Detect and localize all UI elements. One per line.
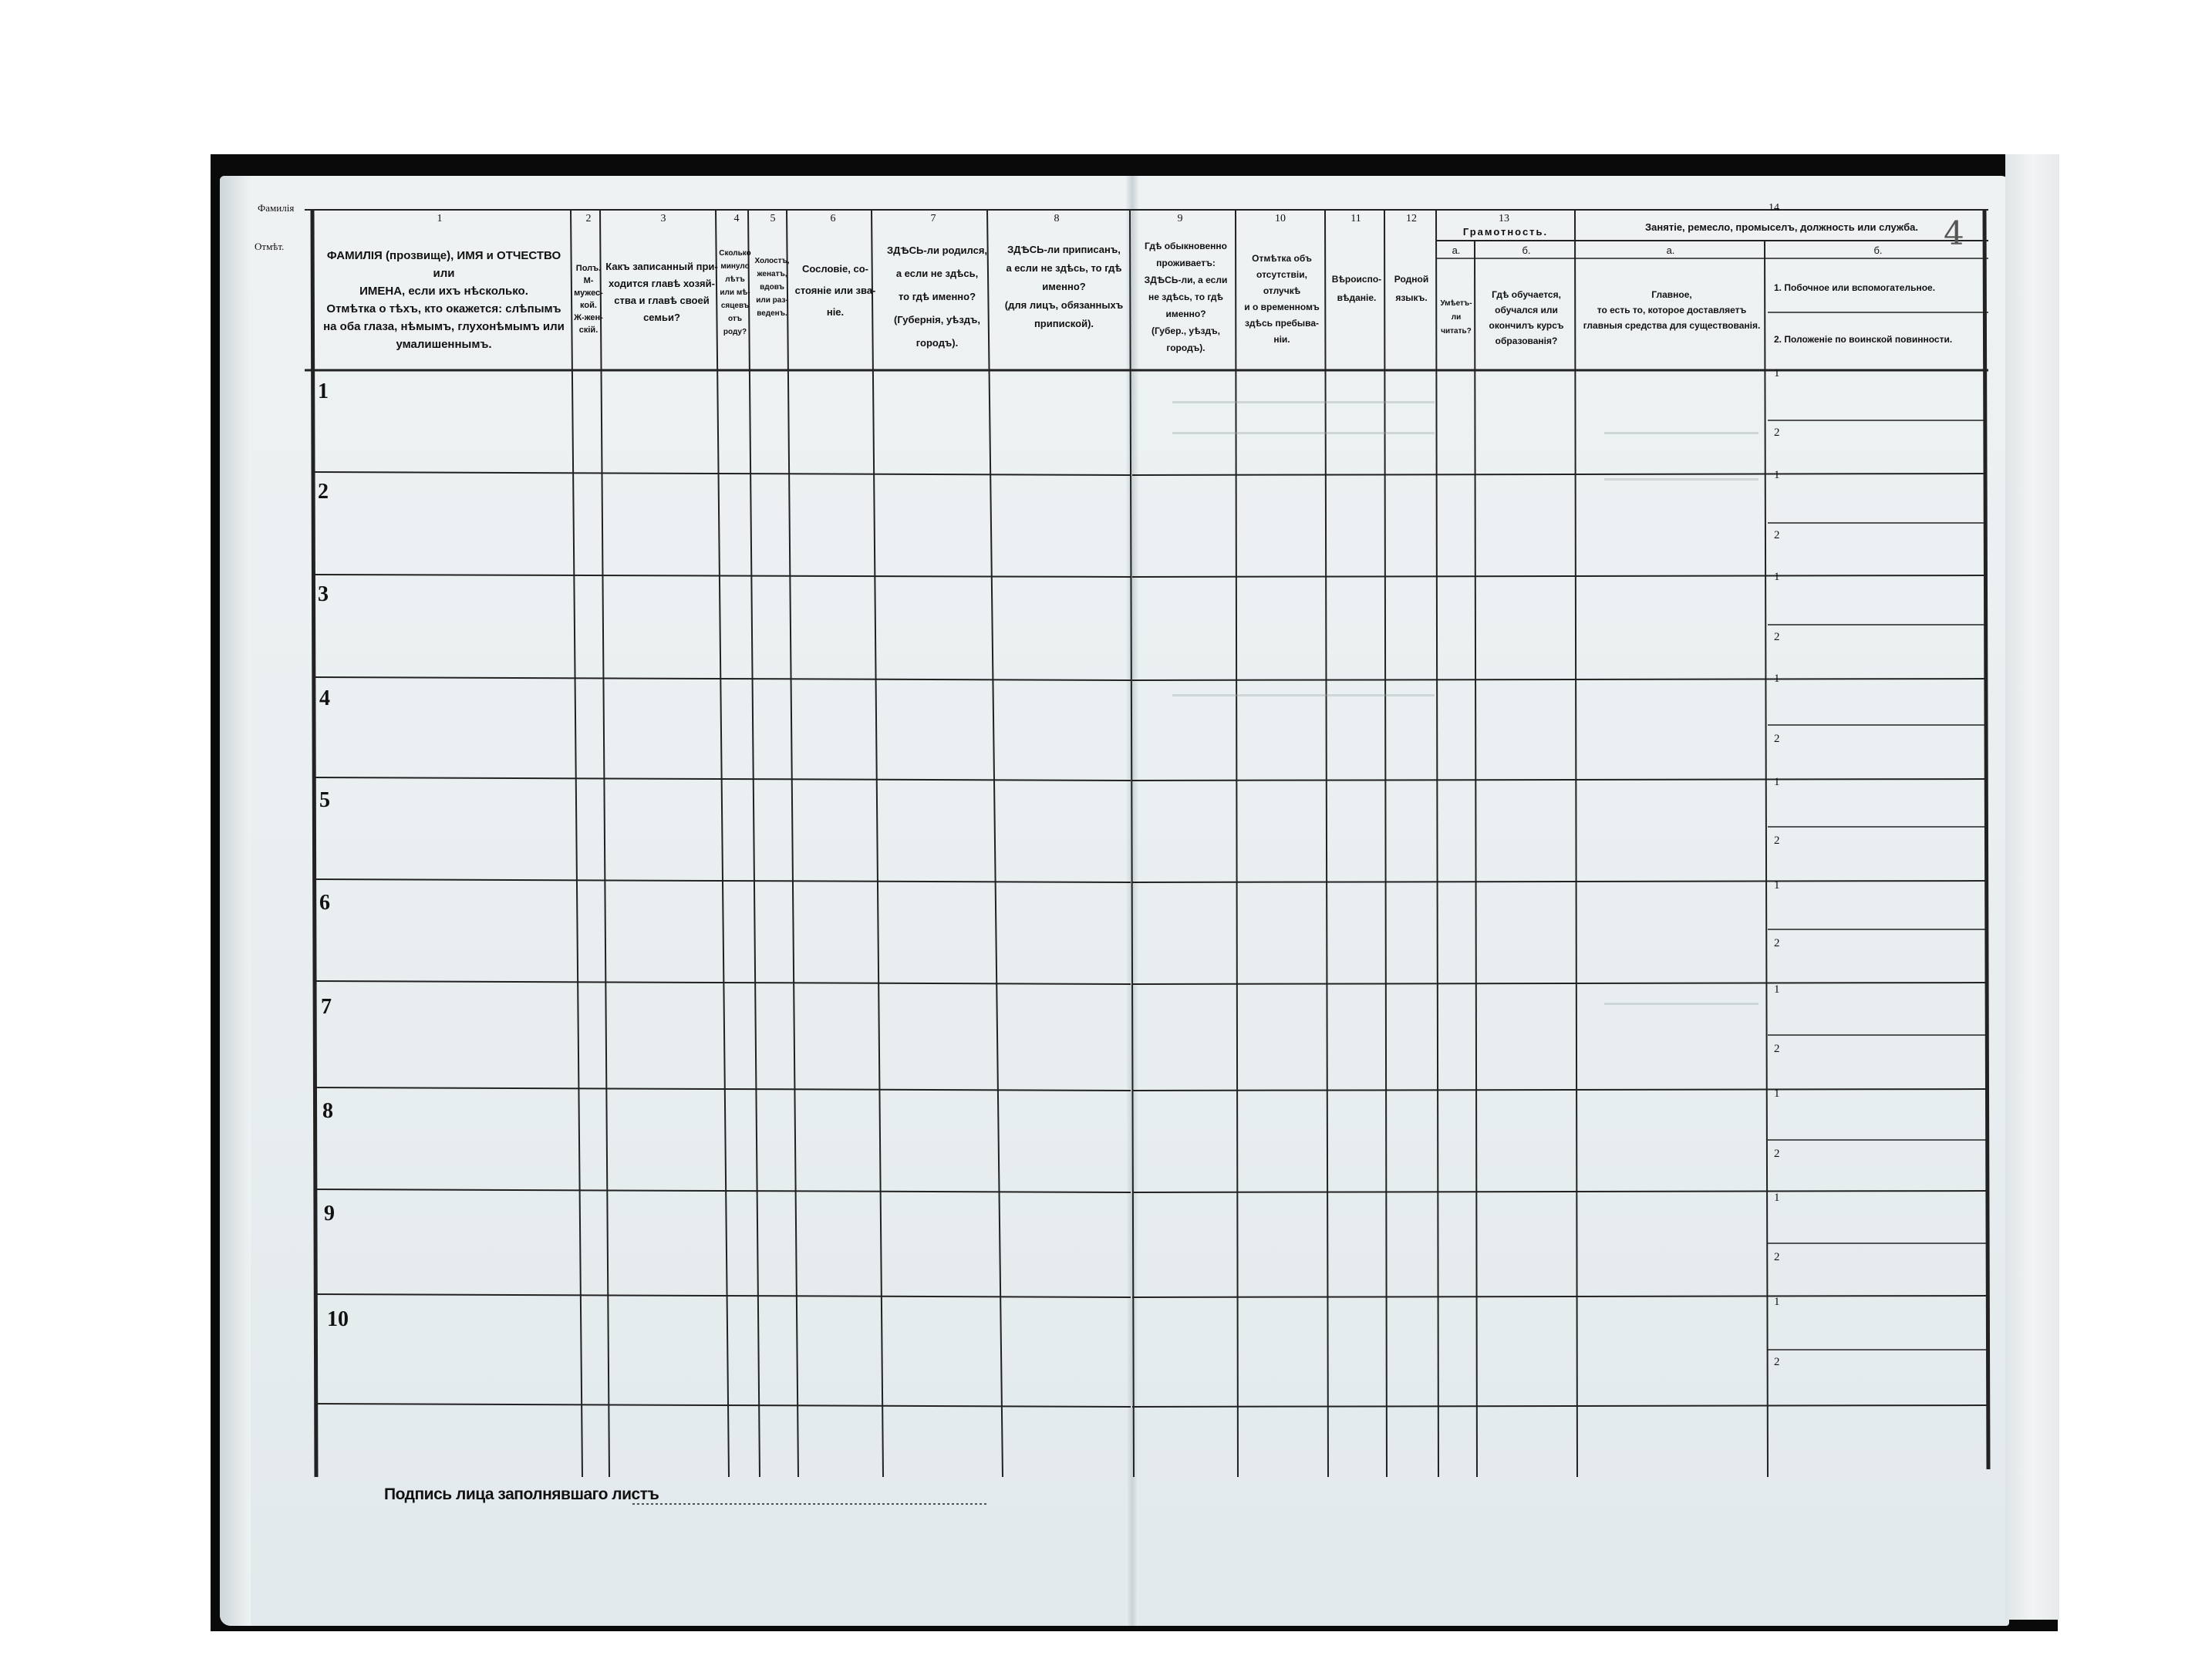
header-can-read: Умѣетъ- ли читать? bbox=[1440, 299, 1472, 336]
header-military-status: 2. Положеніе по воинской повинности. bbox=[1774, 334, 1953, 345]
subrow-4-1: 1 bbox=[1774, 673, 1780, 685]
header-occupation-b-label: б. bbox=[1873, 244, 1883, 256]
header-sex: Полъ. М-мужес- кой. Ж-жен- скій. bbox=[574, 264, 603, 335]
header-language: Родной языкъ. bbox=[1394, 274, 1429, 303]
col-number-4: 4 bbox=[733, 213, 740, 224]
subrow-7-1: 1 bbox=[1774, 983, 1780, 996]
subrow-10-2: 2 bbox=[1774, 1356, 1780, 1368]
row-number-8: 8 bbox=[322, 1099, 333, 1123]
subrow-9-1: 1 bbox=[1774, 1192, 1780, 1204]
subrow-3-1: 1 bbox=[1774, 571, 1780, 583]
subrow-3-2: 2 bbox=[1774, 631, 1780, 643]
subrow-6-2: 2 bbox=[1774, 937, 1780, 949]
subrow-9-2: 2 bbox=[1774, 1251, 1780, 1263]
row-number-5: 5 bbox=[319, 788, 330, 812]
header-literacy: Грамотность. bbox=[1462, 226, 1549, 238]
row-number-9: 9 bbox=[324, 1202, 335, 1226]
header-occupation-a-label: а. bbox=[1666, 244, 1675, 256]
col-number-14: 14 bbox=[1769, 202, 1779, 214]
header-age: Сколько минуло лѣтъ или мѣ- сяцевъ отъ роду? bbox=[719, 249, 751, 336]
header-literacy-a-label: а. bbox=[1452, 244, 1461, 256]
col-number-7: 7 bbox=[930, 213, 936, 224]
subrow-6-1: 1 bbox=[1774, 879, 1780, 892]
col-number-2: 2 bbox=[585, 213, 592, 224]
row-number-4: 4 bbox=[319, 686, 330, 710]
col-number-5: 5 bbox=[770, 213, 776, 224]
row-number-1: 1 bbox=[318, 379, 329, 403]
col-number-6: 6 bbox=[830, 213, 836, 224]
subrow-1-1: 1 bbox=[1774, 367, 1780, 379]
subrow-5-2: 2 bbox=[1774, 835, 1780, 847]
subrow-1-2: 2 bbox=[1774, 427, 1780, 439]
col-number-11: 11 bbox=[1350, 213, 1361, 224]
header-literacy-b-label: б. bbox=[1522, 244, 1531, 256]
header-education: Гдѣ обучается, обучался или окончилъ курсъ образованія? bbox=[1489, 289, 1564, 346]
header-residence: Гдѣ обыкновенно проживаетъ: ЗДѢСЬ-ли, а если не здѣсь, то гдѣ именно? (Губер., уѣздъ, городъ). bbox=[1144, 241, 1228, 353]
col-number-12: 12 bbox=[1406, 213, 1417, 224]
col-number-3: 3 bbox=[660, 213, 666, 224]
row-number-10: 10 bbox=[327, 1307, 349, 1331]
header-name: ФАМИЛІЯ (прозвище), ИМЯ и ОТЧЕСТВО или ИМЕНА, если ихъ нѣсколько. Отмѣтка о тѣхъ, кто окажется: слѣпымъ на оба глаза, нѣмымъ, глухонѣмымъ или умалишеннымъ. bbox=[323, 249, 565, 351]
header-absence: Отмѣтка объ отсутствіи, отлучкѣ и о временномъ здѣсь пребыва- ніи. bbox=[1244, 253, 1320, 345]
col-number-9: 9 bbox=[1177, 213, 1183, 224]
row-number-6: 6 bbox=[319, 891, 330, 915]
col-number-1: 1 bbox=[437, 213, 443, 224]
subrow-8-1: 1 bbox=[1774, 1087, 1780, 1100]
subrow-2-2: 2 bbox=[1774, 529, 1780, 541]
subrow-5-1: 1 bbox=[1774, 776, 1780, 788]
header-main-occupation: Главное, то есть то, которое доставляетъ главныя средства для существованія. bbox=[1583, 289, 1761, 331]
col-number-10: 10 bbox=[1275, 213, 1286, 224]
header-registered: ЗДѢСЬ-ли приписанъ, а если не здѣсь, то гдѣ именно? (для лицъ, обязанныхъ припиской). bbox=[1004, 244, 1124, 329]
margin-label-top: Фамилія bbox=[258, 202, 295, 214]
subrow-2-1: 1 bbox=[1774, 469, 1780, 481]
header-secondary-occupation: 1. Побочное или вспомогательное. bbox=[1774, 282, 1936, 293]
subrow-7-2: 2 bbox=[1774, 1043, 1780, 1055]
col-number-13: 13 bbox=[1499, 213, 1509, 224]
header-occupation: Занятіе, ремесло, промыселъ, должность или служба. bbox=[1645, 221, 1918, 233]
header-estate: Сословіе, со- стояніе или зва- ніе. bbox=[794, 263, 876, 318]
row-number-7: 7 bbox=[321, 995, 332, 1019]
subrow-8-2: 2 bbox=[1774, 1148, 1780, 1160]
header-religion: Вѣроиспо- вѣданіе. bbox=[1331, 274, 1382, 303]
header-relation: Какъ записанный при- ходится главѣ хозяй- ства и главѣ своей семьи? bbox=[605, 261, 718, 323]
header-marital: Холостъ, женатъ, вдовъ или раз- веденъ. bbox=[754, 257, 790, 318]
margin-label-bottom: Отмѣт. bbox=[255, 241, 285, 252]
row-number-3: 3 bbox=[318, 582, 329, 606]
subrow-10-1: 1 bbox=[1774, 1296, 1780, 1308]
subrow-4-2: 2 bbox=[1774, 733, 1780, 745]
col-number-8: 8 bbox=[1054, 213, 1060, 224]
page-number-mark: 4 bbox=[1944, 214, 1964, 252]
signature-label: Подпись лица заполнявшаго листъ bbox=[384, 1485, 659, 1503]
row-number-2: 2 bbox=[318, 480, 329, 504]
header-birthplace: ЗДѢСЬ-ли родился, а если не здѣсь, то гдѣ именно? (Губернія, уѣздъ, городъ). bbox=[886, 244, 988, 349]
